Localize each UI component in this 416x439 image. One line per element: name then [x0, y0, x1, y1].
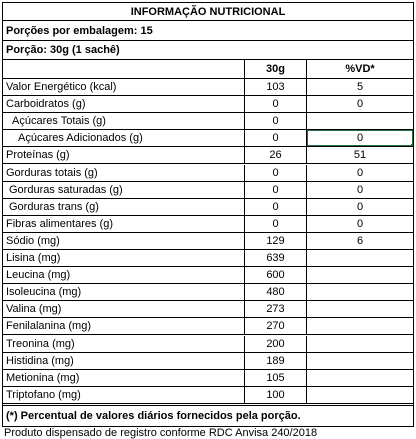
nutrient-name[interactable]: Lisina (mg)	[3, 250, 245, 266]
nutrient-vd[interactable]	[307, 370, 413, 386]
nutrient-name[interactable]: Açúcares Totais (g)	[3, 113, 245, 129]
table-row[interactable]	[3, 267, 413, 284]
nutrient-name[interactable]: Gorduras trans (g)	[3, 199, 245, 215]
nutrient-name[interactable]: Sódio (mg)	[3, 233, 245, 249]
nutrient-vd[interactable]	[307, 113, 413, 129]
nutrient-value[interactable]: 26	[245, 147, 307, 163]
portions-per-package: Porções por embalagem: 15	[6, 24, 153, 37]
nutrient-name[interactable]: Gorduras totais (g)	[3, 165, 245, 181]
fill-handle[interactable]	[411, 144, 413, 146]
portions-row[interactable]	[3, 21, 413, 41]
selected-cell[interactable]: 0	[307, 130, 413, 146]
nutrition-table	[2, 2, 414, 427]
nutrient-value[interactable]: 0	[245, 113, 307, 129]
nutrient-vd[interactable]	[307, 301, 413, 317]
nutrient-value[interactable]: 200	[245, 336, 307, 352]
vd-note: (*) Percentual de valores diários fornecidos pela porção.	[6, 410, 301, 422]
table-row[interactable]	[3, 284, 413, 301]
nutrient-value[interactable]: 0	[245, 182, 307, 198]
table-row[interactable]	[3, 216, 413, 233]
table-row[interactable]	[3, 336, 413, 353]
nutrient-name[interactable]: Fibras alimentares (g)	[3, 216, 245, 232]
nutrient-vd[interactable]	[307, 267, 413, 283]
nutrient-vd[interactable]	[307, 284, 413, 300]
table-row[interactable]	[3, 233, 413, 250]
header-value: 30g	[245, 60, 307, 78]
table-title: INFORMAÇÃO NUTRICIONAL	[130, 5, 286, 18]
nutrient-name[interactable]: Carboidratos (g)	[3, 96, 245, 112]
table-row[interactable]	[3, 301, 413, 318]
nutrient-name[interactable]: Proteínas (g)	[3, 147, 245, 163]
nutrient-value[interactable]: 639	[245, 250, 307, 266]
nutrient-value[interactable]: 0	[245, 199, 307, 215]
nutrient-name[interactable]: Leucina (mg)	[3, 267, 245, 283]
nutrient-vd[interactable]	[307, 318, 413, 334]
header-row[interactable]	[3, 60, 413, 79]
nutrient-value[interactable]: 0	[245, 216, 307, 232]
table-row[interactable]	[3, 199, 413, 216]
nutrient-name[interactable]: Histidina (mg)	[3, 353, 245, 369]
nutrient-name[interactable]: Fenilalanina (mg)	[3, 318, 245, 334]
header-empty-cell	[3, 60, 245, 78]
nutrient-vd[interactable]: 0	[356, 200, 364, 213]
nutrient-value[interactable]: 105	[245, 370, 307, 386]
nutrient-name[interactable]: Treonina (mg)	[3, 336, 245, 352]
table-row[interactable]	[3, 113, 413, 130]
portion-row[interactable]	[3, 41, 413, 60]
nutrient-vd[interactable]	[307, 336, 413, 352]
portion-size: Porção: 30g (1 sachê)	[6, 44, 120, 56]
nutrient-vd[interactable]: 6	[356, 234, 364, 247]
nutrient-vd[interactable]: 0	[356, 183, 364, 196]
nutrient-value[interactable]: 270	[245, 318, 307, 334]
nutrient-name[interactable]: Isoleucina (mg)	[3, 284, 245, 300]
table-row[interactable]	[3, 353, 413, 370]
nutrient-name[interactable]: Gorduras saturadas (g)	[3, 182, 245, 198]
note-row[interactable]	[3, 405, 413, 426]
nutrient-vd[interactable]	[307, 353, 413, 369]
nutrient-value[interactable]: 273	[245, 301, 307, 317]
table-row[interactable]	[3, 165, 413, 182]
nutrient-vd[interactable]: 51	[353, 149, 367, 162]
nutrient-name[interactable]: Valor Energético (kcal)	[3, 79, 245, 95]
table-row[interactable]	[3, 130, 413, 147]
table-row[interactable]	[3, 318, 413, 335]
nutrient-vd[interactable]: 0	[356, 217, 364, 230]
table-row[interactable]	[3, 96, 413, 113]
nutrient-name[interactable]: Triptofano (mg)	[3, 387, 245, 403]
table-row[interactable]	[3, 250, 413, 267]
table-title-row[interactable]	[3, 3, 413, 21]
nutrient-value[interactable]: 0	[245, 130, 307, 146]
table-row[interactable]	[3, 147, 413, 164]
nutrient-vd[interactable]: 5	[356, 81, 364, 94]
nutrient-value[interactable]: 600	[245, 267, 307, 283]
table-row[interactable]	[3, 182, 413, 199]
registration-footer: Produto dispensado de registro conforme RDC Anvisa 240/2018	[4, 427, 318, 439]
nutrient-value[interactable]: 129	[245, 233, 307, 249]
nutrient-vd[interactable]: 0	[356, 98, 364, 111]
nutrient-name[interactable]: Valina (mg)	[3, 301, 245, 317]
table-row[interactable]	[3, 79, 413, 96]
nutrient-value[interactable]: 0	[245, 96, 307, 112]
nutrient-name[interactable]: Açúcares Adicionados (g)	[3, 130, 245, 146]
nutrient-value[interactable]: 103	[245, 79, 307, 95]
nutrient-vd[interactable]	[307, 250, 413, 266]
table-row[interactable]	[3, 387, 413, 404]
header-vd: %VD*	[345, 63, 375, 75]
nutrient-vd[interactable]	[307, 387, 413, 403]
nutrient-value[interactable]: 189	[245, 353, 307, 369]
nutrient-value[interactable]: 480	[245, 284, 307, 300]
nutrient-name[interactable]: Metionina (mg)	[3, 370, 245, 386]
nutrient-value[interactable]: 100	[245, 387, 307, 403]
nutrient-vd[interactable]: 0	[356, 166, 364, 179]
table-row[interactable]	[3, 370, 413, 387]
nutrient-value[interactable]: 0	[245, 165, 307, 181]
